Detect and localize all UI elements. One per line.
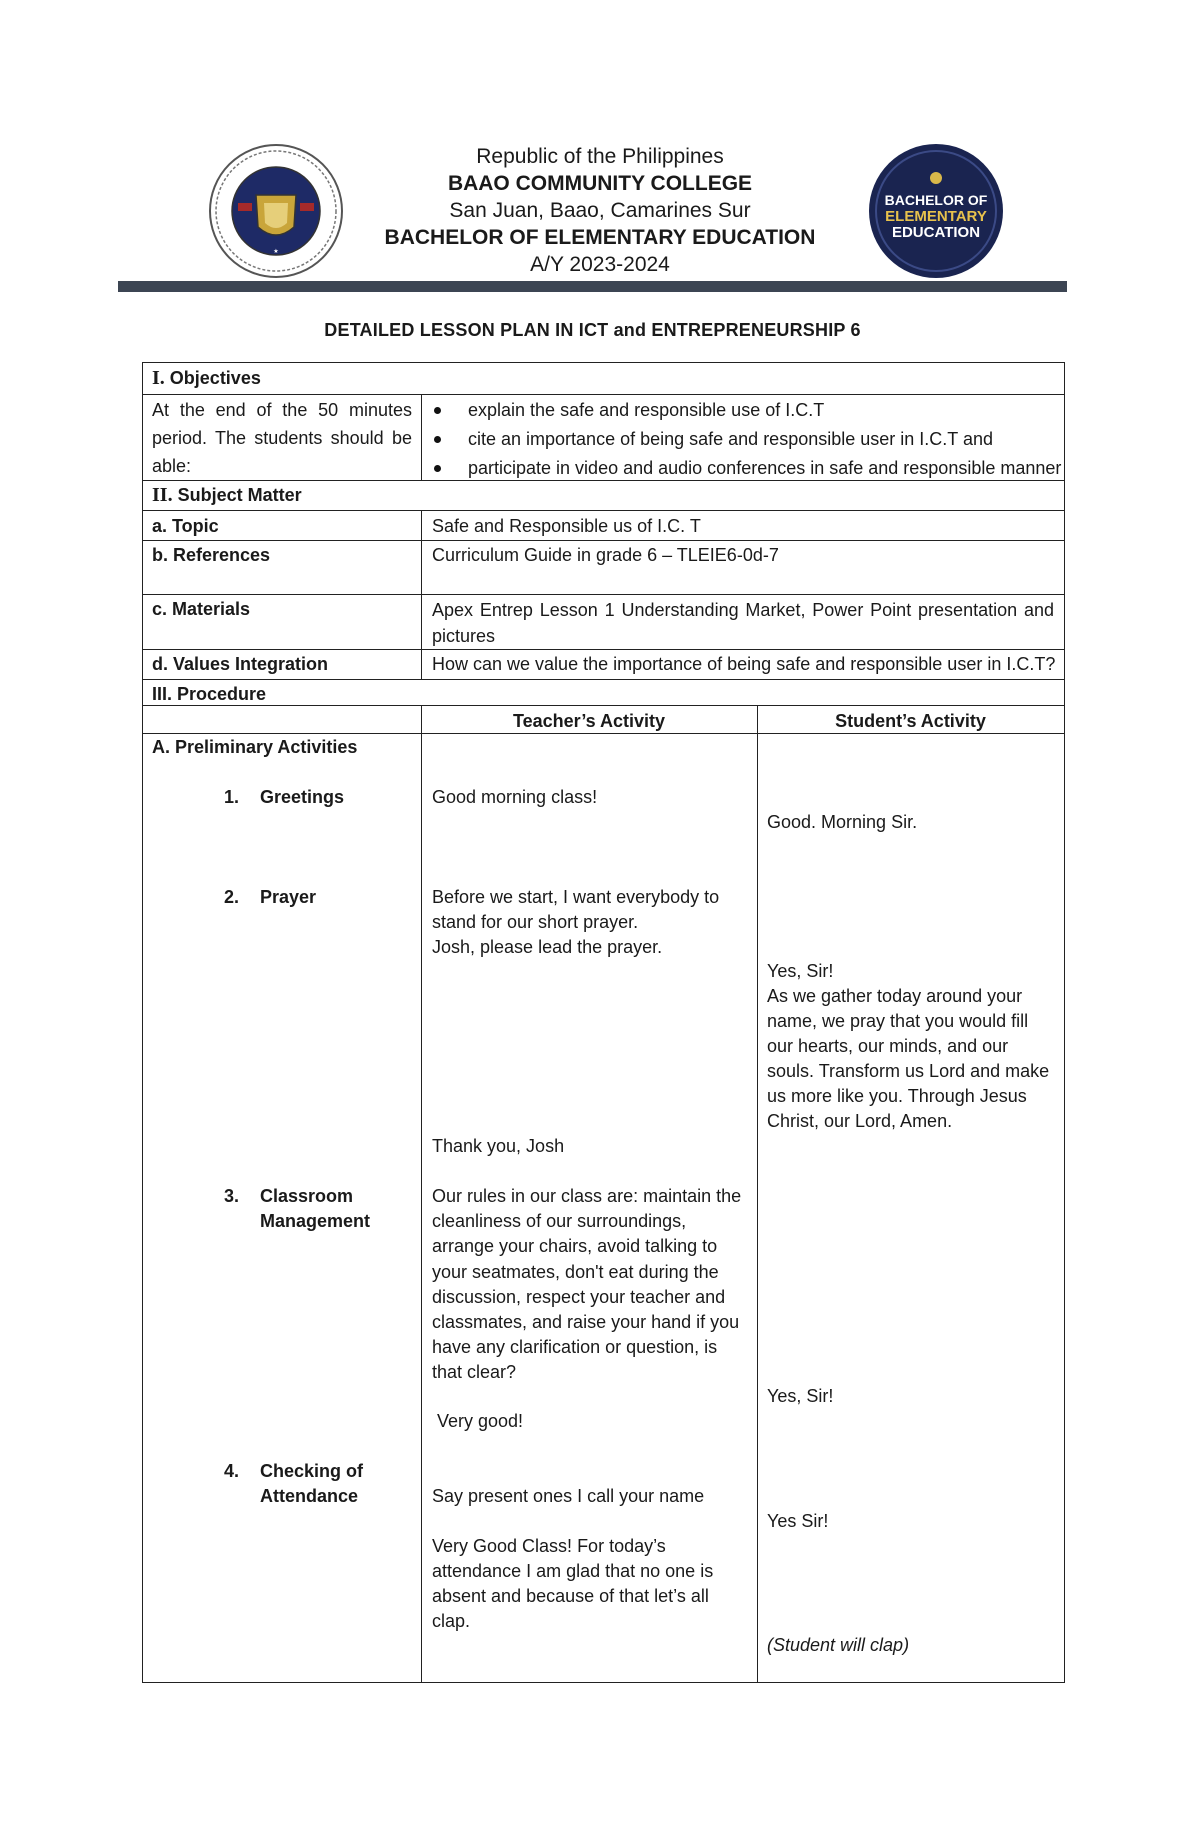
seal-motto: ★ [273,249,279,255]
step-checking-attendance: Checking of Attendance [260,1461,364,1506]
lesson-plan-table [142,362,1065,1682]
topic-value: Safe and Responsible us of I.C. T [432,516,701,536]
teacher-prayer: Before we start, I want everybody to stand for our short prayer. [432,887,720,932]
teacher-attendance-done: Very Good Class! For today’s attendance I am glad that no one is absent and because of that let’s all clap. [432,1536,714,1631]
document-title: DETAILED LESSON PLAN IN ICT and ENTREPRENEURSHIP 6 [324,320,861,340]
step-number: 4. [224,1461,240,1481]
materials-value: Apex Entrep Lesson 1 Understanding Market, Power Point presentation and pictures [432,600,1054,646]
step-number: 3. [224,1186,240,1206]
student-yes-rules: Yes, Sir! [767,1386,834,1406]
values-integration-label: d. Values Integration [152,654,329,674]
step-number: 1. [224,787,240,807]
step-number: 2. [224,887,240,907]
topic-label: a. Topic [152,516,219,536]
values-integration-value: How can we value the importance of being safe and responsible user in I.C.T? [432,654,1056,674]
teacher-prayer-lead: Josh, please lead the prayer. [432,937,663,957]
college-address: San Juan, Baao, Camarines Sur [449,199,751,222]
procedure-heading: III. Procedure [152,684,267,704]
objective-text: participate in video and audio conferences in safe and responsible manner [468,458,1062,478]
logo-right-line-3: EDUCATION [891,224,981,241]
materials-label: c. Materials [152,599,251,619]
preliminary-activities-heading: A. Preliminary Activities [152,737,358,757]
teacher-activity-header: Teacher’s Activity [512,711,666,731]
bachelor-of-elementary-education-logo [868,143,1004,279]
objectives-intro: At the end of the 50 minutes period. The students should be able: [152,400,412,476]
step-greetings: Greetings [260,787,345,807]
bullet-icon [434,407,441,414]
student-yes-prayer: Yes, Sir! [767,961,834,981]
student-greeting: Good. Morning Sir. [767,812,918,832]
teacher-attendance-call: Say present ones I call your name [432,1486,705,1506]
teacher-class-rules: Our rules in our class are: maintain the cleanliness of our surroundings, arrange your chairs, avoid talking to your seatmates, don't eat during the discussion, respect your teacher and classmates, and raise your hand if you have any clarification or question, is that clear? [432,1186,742,1383]
teacher-thanks: Thank you, Josh [432,1136,565,1156]
baao-community-college-seal-logo [208,143,344,279]
bullet-icon [434,436,441,443]
logo-right-line-1: BACHELOR OF [884,192,988,208]
objective-text: cite an importance of being safe and responsible user in I.C.T and [468,429,993,449]
objective-text: explain the safe and responsible use of I.C.T [468,400,825,420]
republic-line: Republic of the Philippines [476,145,724,168]
subject-matter-label: Subject Matter [177,485,302,505]
header-divider [118,281,1067,292]
objectives-label: Objectives [169,368,261,388]
logo-right-line-2: ELEMENTARY [885,208,987,225]
student-clap: (Student will clap) [767,1635,910,1655]
subject-matter-heading [152,483,302,507]
objectives-roman: I. [152,367,165,389]
letterhead [330,143,870,278]
program-name: BACHELOR OF ELEMENTARY EDUCATION [384,226,816,249]
references-label: b. References [152,545,271,565]
objectives-heading [152,366,261,390]
student-activity-header: Student’s Activity [835,711,986,731]
teacher-very-good: Very good! [437,1411,524,1431]
subject-matter-roman: II. [152,484,173,506]
bullet-icon [434,465,441,472]
college-name: BAAO COMMUNITY COLLEGE [447,172,753,195]
teacher-greeting: Good morning class! [432,787,598,807]
student-present: Yes Sir! [767,1511,829,1531]
step-prayer: Prayer [260,887,317,907]
step-classroom-management: Classroom Management [260,1186,371,1231]
academic-year: A/Y 2023-2024 [530,253,670,276]
student-prayer: As we gather today around your name, we pray that you would fill our hearts, our minds, and our souls. Transform us Lord and make us more like you. Through Jesus Christ, our Lord, Amen. [767,986,1050,1131]
references-value: Curriculum Guide in grade 6 – TLEIE6-0d-7 [432,545,779,565]
